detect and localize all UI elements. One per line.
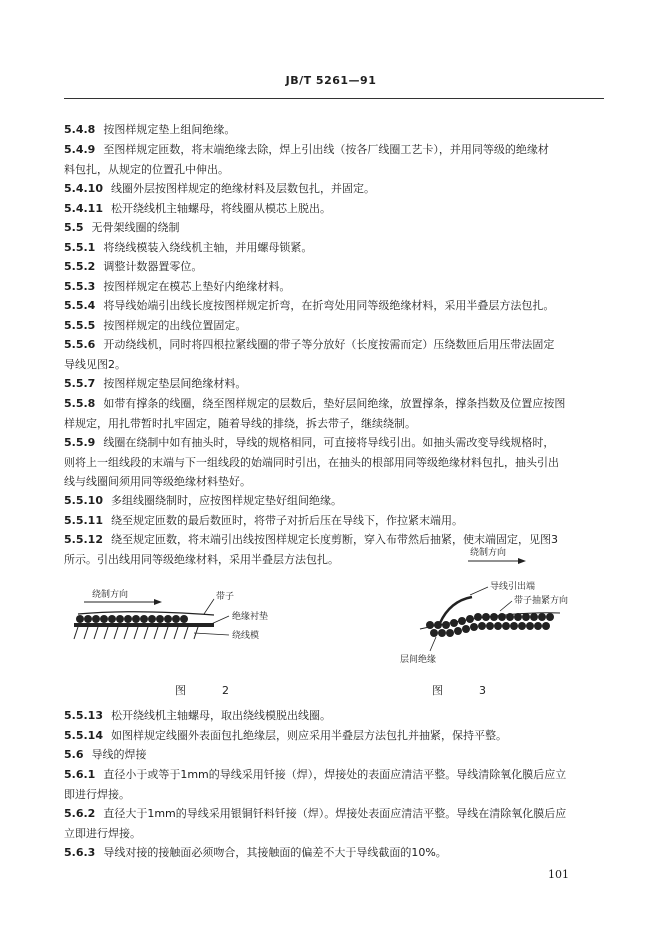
para-5-5-13	[64, 706, 604, 726]
clause-text: 按图样规定在模芯上垫好内绝缘材料。	[103, 280, 291, 293]
clause-number: 5.5.13	[64, 709, 103, 722]
clause-number: 5.4.10	[64, 182, 103, 195]
para-5-5-1	[64, 238, 604, 258]
figure-2-drawing	[64, 585, 324, 675]
clause-text: 无骨架线圈的绕制	[91, 221, 180, 234]
clause-text-cont: 即进行焊接。	[64, 787, 130, 801]
para-5-5-7	[64, 374, 604, 394]
clause-number: 5.5.1	[64, 241, 96, 254]
clause-text: 调整计数器置零位。	[103, 260, 203, 273]
clause-number: 5.5.10	[64, 494, 103, 507]
para-5-5-5	[64, 316, 604, 336]
fig2-mold-label: 绕线模	[232, 631, 260, 641]
figure-3	[400, 545, 590, 670]
clause-text: 如图样规定线圈外表面包扎绝缘层，则应采用半叠层方法包扎并抽紧，保持平整。	[110, 729, 507, 742]
clause-number: 5.6	[64, 748, 84, 761]
figure-2-caption	[175, 682, 229, 698]
clause-text: 将导线始端引出线长度按图样规定折弯，在折弯处用同等级绝缘材料，采用半叠层方法包扎。	[103, 299, 555, 312]
clause-text: 将绕线模装入绕线机主轴，并用螺母锁紧。	[103, 241, 313, 254]
clause-number: 5.5.9	[64, 436, 96, 449]
clause-number: 5.5.12	[64, 533, 103, 546]
fig3-direction-label: 绕制方向	[470, 548, 507, 558]
para-5-4-9	[64, 140, 604, 179]
para-5-4-11	[64, 199, 604, 219]
fig3-interlayer-label: 层间绝缘	[400, 655, 437, 665]
clause-text-cont: 则将上一组线段的末端与下一组线段的始端同时引出，在抽头的根部用同等级绝缘材料包扎，抽头引出	[64, 455, 559, 469]
figure-3-caption	[432, 682, 486, 698]
para-5-5-10	[64, 491, 604, 511]
para-5-5-3	[64, 277, 604, 297]
clause-text: 松开绕线机主轴螺母，取出绕线模脱出线圈。	[110, 709, 331, 722]
clause-number: 5.4.9	[64, 143, 96, 156]
clause-number: 5.4.8	[64, 123, 96, 136]
section-5-6-heading	[64, 745, 604, 765]
fig2-caption-word: 图	[175, 684, 186, 697]
clause-text-cont: 料包扎，从规定的位置孔中伸出。	[64, 162, 229, 176]
clause-text: 直径大于1mm的导线采用银铜钎料钎接（焊）。焊接处表面应清洁平整。导线在清除氧化膜后应	[103, 807, 567, 820]
clause-text: 绕至规定匝数的最后数匝时，将带子对折后压在导线下，作拉紧末端用。	[110, 514, 463, 527]
para-5-5-11	[64, 511, 604, 531]
clause-text: 松开绕线机主轴螺母，将线圈从模芯上脱出。	[110, 202, 331, 215]
para-5-6-3	[64, 843, 604, 863]
clause-text: 按图样规定垫上组间绝缘。	[103, 123, 236, 136]
clause-text-cont: 样规定，用扎带暂时扎牢固定，随着导线的排绕，拆去带子，继续绕制。	[64, 416, 416, 430]
fig2-direction-label: 绕制方向	[92, 590, 129, 600]
clause-text: 按图样规定垫层间绝缘材料。	[103, 377, 247, 390]
fig2-pad-label: 绝缘衬垫	[232, 612, 269, 622]
fig3-caption-word: 图	[432, 684, 443, 697]
fig2-caption-number: 2	[222, 684, 229, 697]
clause-text: 导线的焊接	[91, 748, 147, 761]
clause-text: 如带有撑条的线圈，绕至图样规定的层数后，垫好层间绝缘，放置撑条，撑条挡数及位置应按图	[103, 397, 566, 410]
fig2-tape-label: 带子	[216, 592, 235, 602]
clause-text-cont: 立即进行焊接。	[64, 826, 141, 840]
clause-text-cont: 导线见图2。	[64, 357, 126, 371]
figure-3-drawing	[400, 545, 590, 670]
fig3-lead-label: 导线引出端	[490, 582, 536, 592]
clause-text: 多组线圈绕制时，应按图样规定垫好组间绝缘。	[110, 494, 342, 507]
clause-number: 5.6.3	[64, 846, 96, 859]
para-5-5-14	[64, 726, 604, 746]
fig3-tape-direction-label: 带子抽紧方向	[514, 596, 569, 606]
clause-number: 5.5.11	[64, 514, 103, 527]
clause-text: 绕至规定匝数，将末端引出线按图样规定长度剪断，穿入布带然后抽紧，使末端固定，见图3	[110, 533, 558, 546]
para-5-5-4	[64, 296, 604, 316]
clause-text-cont: 所示。引出线用同等级绝缘材料，采用半叠层方法包扎。	[64, 552, 339, 566]
para-5-6-2	[64, 804, 604, 843]
clause-text: 至图样规定匝数，将末端绝缘去除，焊上引出线（按各厂线圈工艺卡），并用同等级的绝缘材	[103, 143, 549, 156]
para-5-5-8	[64, 394, 604, 433]
clause-number: 5.5.2	[64, 260, 96, 273]
clause-number: 5.6.1	[64, 768, 96, 781]
clause-text: 按图样规定的出线位置固定。	[103, 319, 247, 332]
clause-number: 5.5.5	[64, 319, 96, 332]
clause-number: 5.5	[64, 221, 84, 234]
clause-number: 5.6.2	[64, 807, 96, 820]
figure-2	[64, 585, 324, 675]
para-5-5-9	[64, 433, 604, 491]
para-5-4-8	[64, 120, 604, 140]
para-5-4-10	[64, 179, 604, 199]
clause-number: 5.5.7	[64, 377, 96, 390]
clause-number: 5.5.6	[64, 338, 96, 351]
clause-number: 5.5.8	[64, 397, 96, 410]
fig3-caption-number: 3	[479, 684, 486, 697]
clause-text: 开动绕线机，同时将四根拉紧线圈的带子等分放好（长度按需而定）压绕数匝后用压带法固定	[103, 338, 555, 351]
clause-text-cont2: 线与线圈间须用同等级绝缘材料垫好。	[64, 475, 251, 488]
page-number: 101	[548, 868, 569, 881]
para-5-5-2	[64, 257, 604, 277]
clause-text: 导线对接的接触面必须吻合，其接触面的偏差不大于导线截面的10%。	[103, 846, 447, 859]
para-5-5-6	[64, 335, 604, 374]
para-5-6-1	[64, 765, 604, 804]
clause-number: 5.5.3	[64, 280, 96, 293]
clause-text: 线圈在绕制中如有抽头时，导线的规格相同，可直接将导线引出。如抽头需改变导线规格时，	[103, 436, 555, 449]
clause-number: 5.5.4	[64, 299, 96, 312]
clause-text: 直径小于或等于1mm的导线采用钎接（焊），焊接处的表面应清洁平整。导线清除氧化膜后应立	[103, 768, 567, 781]
clause-number: 5.5.14	[64, 729, 103, 742]
section-5-5-heading	[64, 218, 604, 238]
document-code-header: JB/T 5261—91	[285, 74, 377, 87]
header-rule	[64, 98, 604, 99]
clause-number: 5.4.11	[64, 202, 103, 215]
clause-text: 线圈外层按图样规定的绝缘材料及层数包扎，并固定。	[110, 182, 375, 195]
